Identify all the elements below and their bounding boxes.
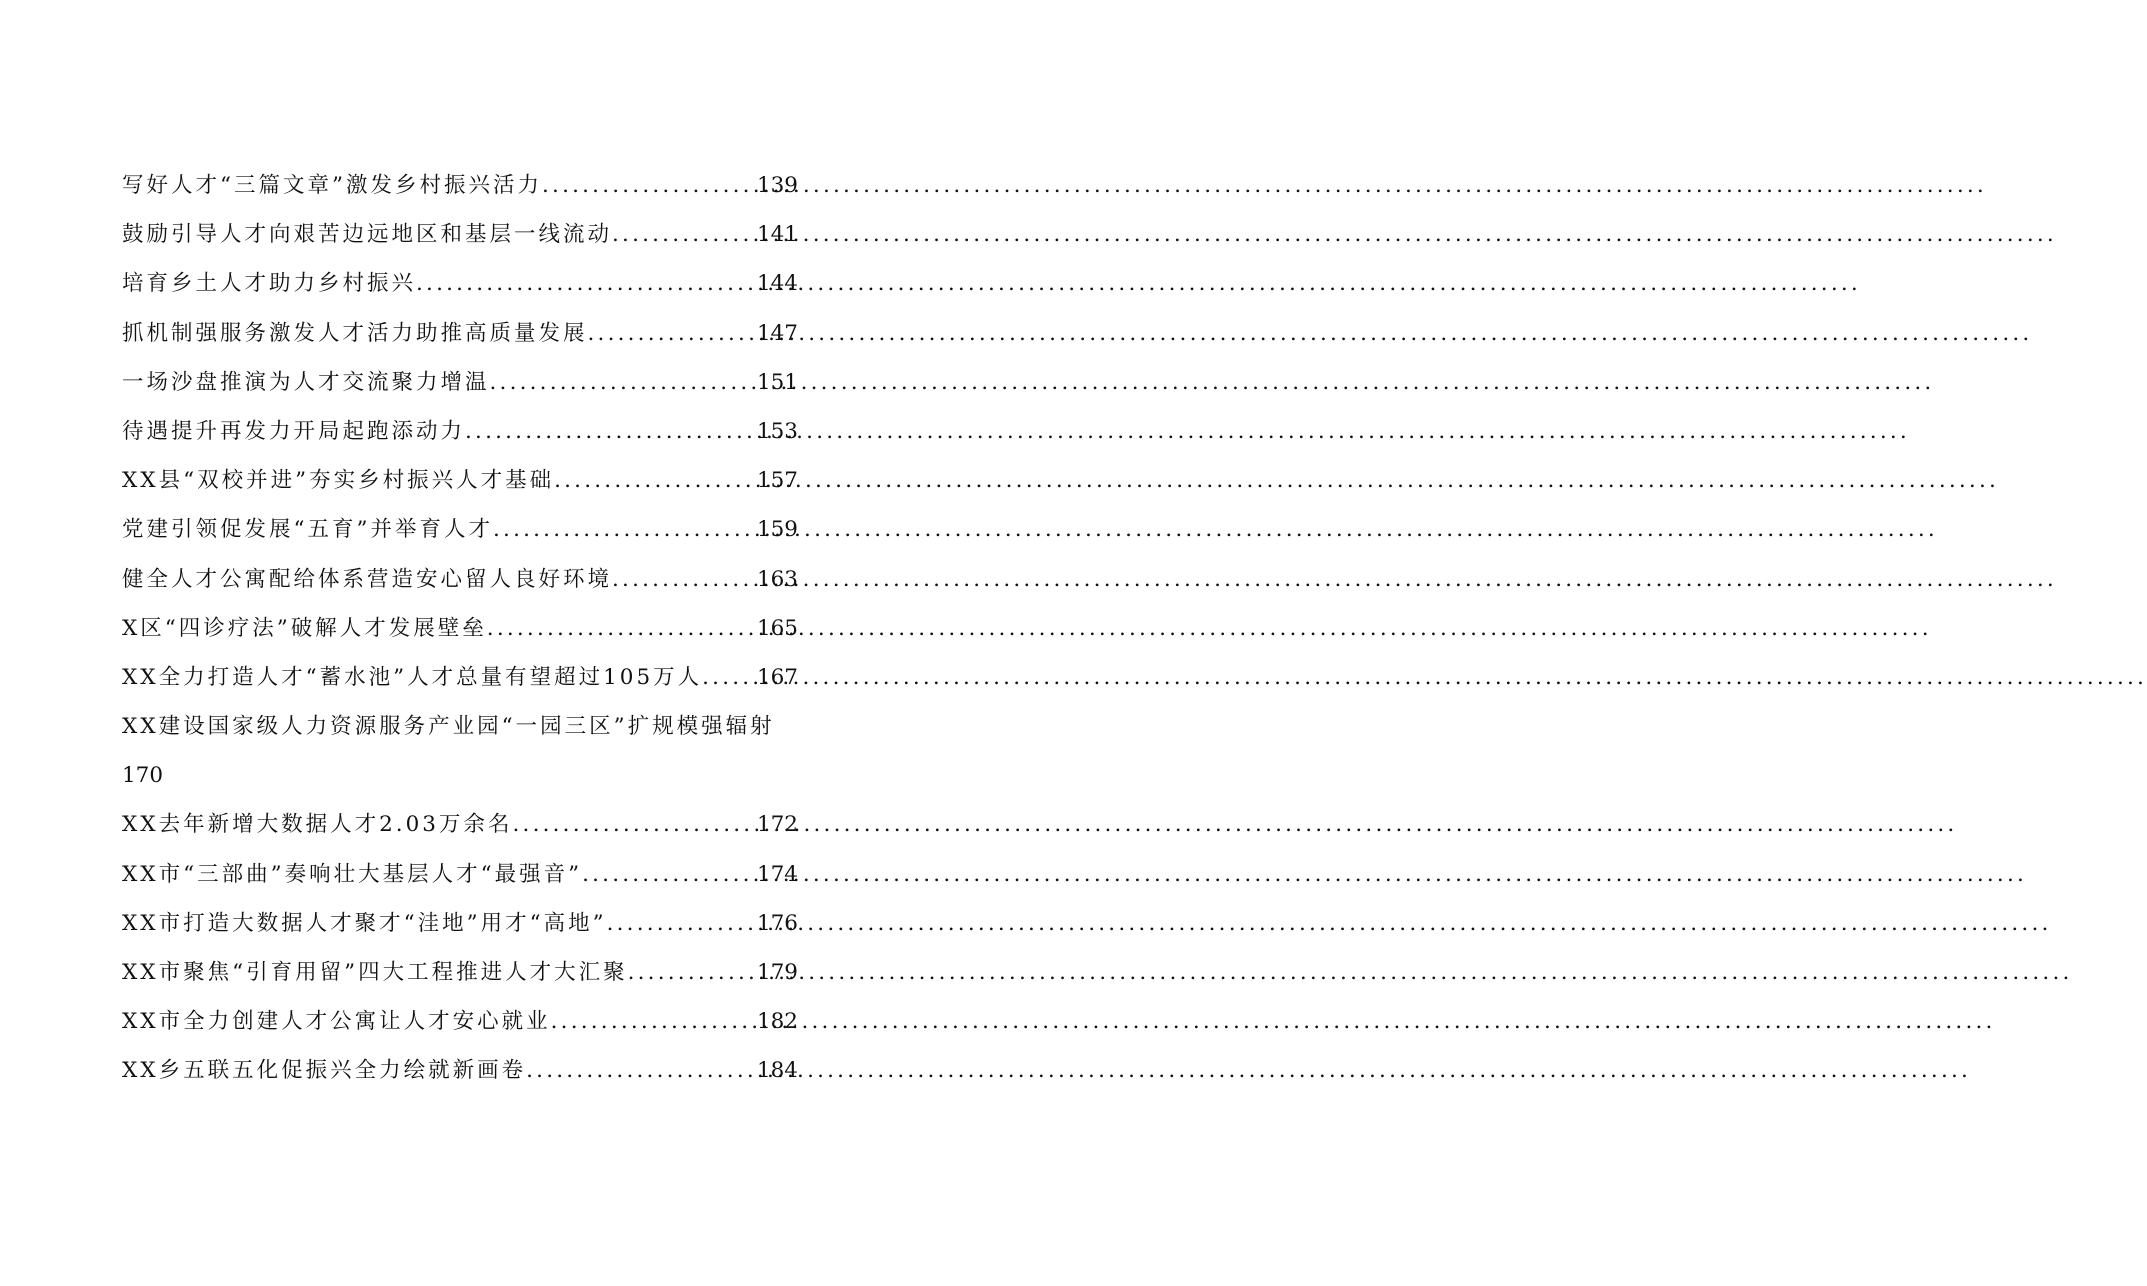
toc-dot-leader — [702, 658, 757, 698]
toc-entry[interactable] — [122, 264, 798, 313]
toc-entry-title: 待遇提升再发力开局起跑添动力 — [122, 418, 466, 444]
toc-entry[interactable] — [122, 363, 798, 412]
toc-entry[interactable] — [122, 855, 798, 904]
toc-page-number: 163 — [756, 566, 798, 592]
toc-entry-title: 鼓励引导人才向艰苦边远地区和基层一线流动 — [122, 222, 613, 248]
toc-page-number: 153 — [756, 418, 798, 444]
toc-page-number: 141 — [756, 222, 798, 248]
toc-entry-title: 抓机制强服务激发人才活力助推高质量发展 — [122, 320, 588, 346]
toc-page-number: 159 — [756, 517, 798, 543]
toc-entry-title: XX全力打造人才“蓄水池”人才总量有望超过105万人 — [122, 664, 703, 690]
toc-entry[interactable] — [122, 658, 798, 707]
toc-page-number: 157 — [756, 468, 798, 494]
toc-entry-title: 培育乡土人才助力乡村振兴 — [122, 271, 417, 297]
toc-dot-leader — [554, 461, 757, 501]
table-of-contents — [122, 166, 798, 1101]
toc-entry-title: XX市全力创建人才公寓让人才安心就业 — [122, 1009, 551, 1035]
toc-entry-title: XX市“三部曲”奏响壮大基层人才“最强音” — [122, 861, 583, 887]
toc-entry[interactable] — [122, 904, 798, 953]
toc-entry[interactable] — [122, 1051, 798, 1100]
toc-dot-leader — [551, 1002, 757, 1042]
toc-page-number: 147 — [756, 320, 798, 346]
toc-dot-leader — [513, 805, 757, 845]
toc-entry-title: X区“四诊疗法”破解人才发展壁垒 — [122, 615, 487, 641]
toc-dot-leader — [628, 953, 757, 993]
toc-entry-title: XX乡五联五化促振兴全力绘就新画卷 — [122, 1058, 527, 1084]
toc-dot-leader — [490, 363, 757, 403]
toc-page-number: 172 — [756, 812, 798, 838]
toc-page-number: 182 — [756, 1009, 798, 1035]
toc-dot-leader — [612, 215, 757, 255]
toc-entry-title: XX去年新增大数据人才2.03万余名 — [122, 812, 513, 838]
toc-entry[interactable] — [122, 166, 798, 215]
toc-entry[interactable] — [122, 510, 798, 559]
toc-dot-leader — [612, 560, 757, 600]
toc-entry-title: 写好人才“三篇文章”激发乡村振兴活力 — [122, 173, 542, 198]
toc-dot-leader — [487, 609, 757, 649]
toc-entry-title: XX市聚焦“引育用留”四大工程推进人才大汇聚 — [122, 960, 628, 985]
toc-entry[interactable] — [122, 215, 798, 264]
toc-dot-leader — [526, 1051, 757, 1091]
toc-dot-leader — [607, 904, 757, 944]
toc-entry[interactable] — [122, 609, 798, 658]
toc-page-number: 151 — [756, 369, 798, 395]
toc-entry[interactable] — [122, 560, 798, 609]
toc-entry-title: XX建设国家级人力资源服务产业园“一园三区”扩规模强辐射 — [122, 714, 775, 740]
toc-entry-title: 一场沙盘推演为人才交流聚力增温 — [122, 369, 490, 395]
toc-entry[interactable] — [122, 412, 798, 461]
toc-page-number: 176 — [756, 910, 798, 936]
toc-dot-leader — [588, 314, 757, 354]
toc-entry[interactable] — [122, 1002, 798, 1051]
toc-entry[interactable] — [122, 461, 798, 510]
toc-entry-title: 党建引领促发展“五育”并举育人才 — [122, 517, 493, 543]
toc-entry-title: XX市打造大数据人才聚才“洼地”用才“高地” — [122, 910, 607, 936]
toc-page-number: 165 — [756, 615, 798, 641]
toc-page-number: 139 — [756, 173, 798, 198]
toc-page-number: 167 — [756, 664, 798, 690]
toc-dot-leader — [493, 510, 757, 550]
toc-page-number: 174 — [756, 861, 798, 887]
toc-entry-title: XX县“双校并进”夯实乡村振兴人才基础 — [122, 468, 555, 494]
toc-entry[interactable] — [122, 314, 798, 363]
toc-entry[interactable] — [122, 707, 798, 805]
toc-dot-leader — [542, 166, 757, 206]
toc-dot-leader — [582, 855, 757, 895]
toc-page-number: 144 — [756, 271, 798, 297]
toc-entry-title: 健全人才公寓配给体系营造安心留人良好环境 — [122, 566, 613, 592]
toc-dot-leader — [465, 412, 757, 452]
toc-page-number: 184 — [756, 1058, 798, 1084]
toc-dot-leader — [416, 264, 757, 304]
toc-page-number: 179 — [756, 960, 798, 985]
toc-page-number: 170 — [122, 763, 164, 789]
toc-entry[interactable] — [122, 953, 798, 1002]
toc-entry[interactable] — [122, 805, 798, 854]
